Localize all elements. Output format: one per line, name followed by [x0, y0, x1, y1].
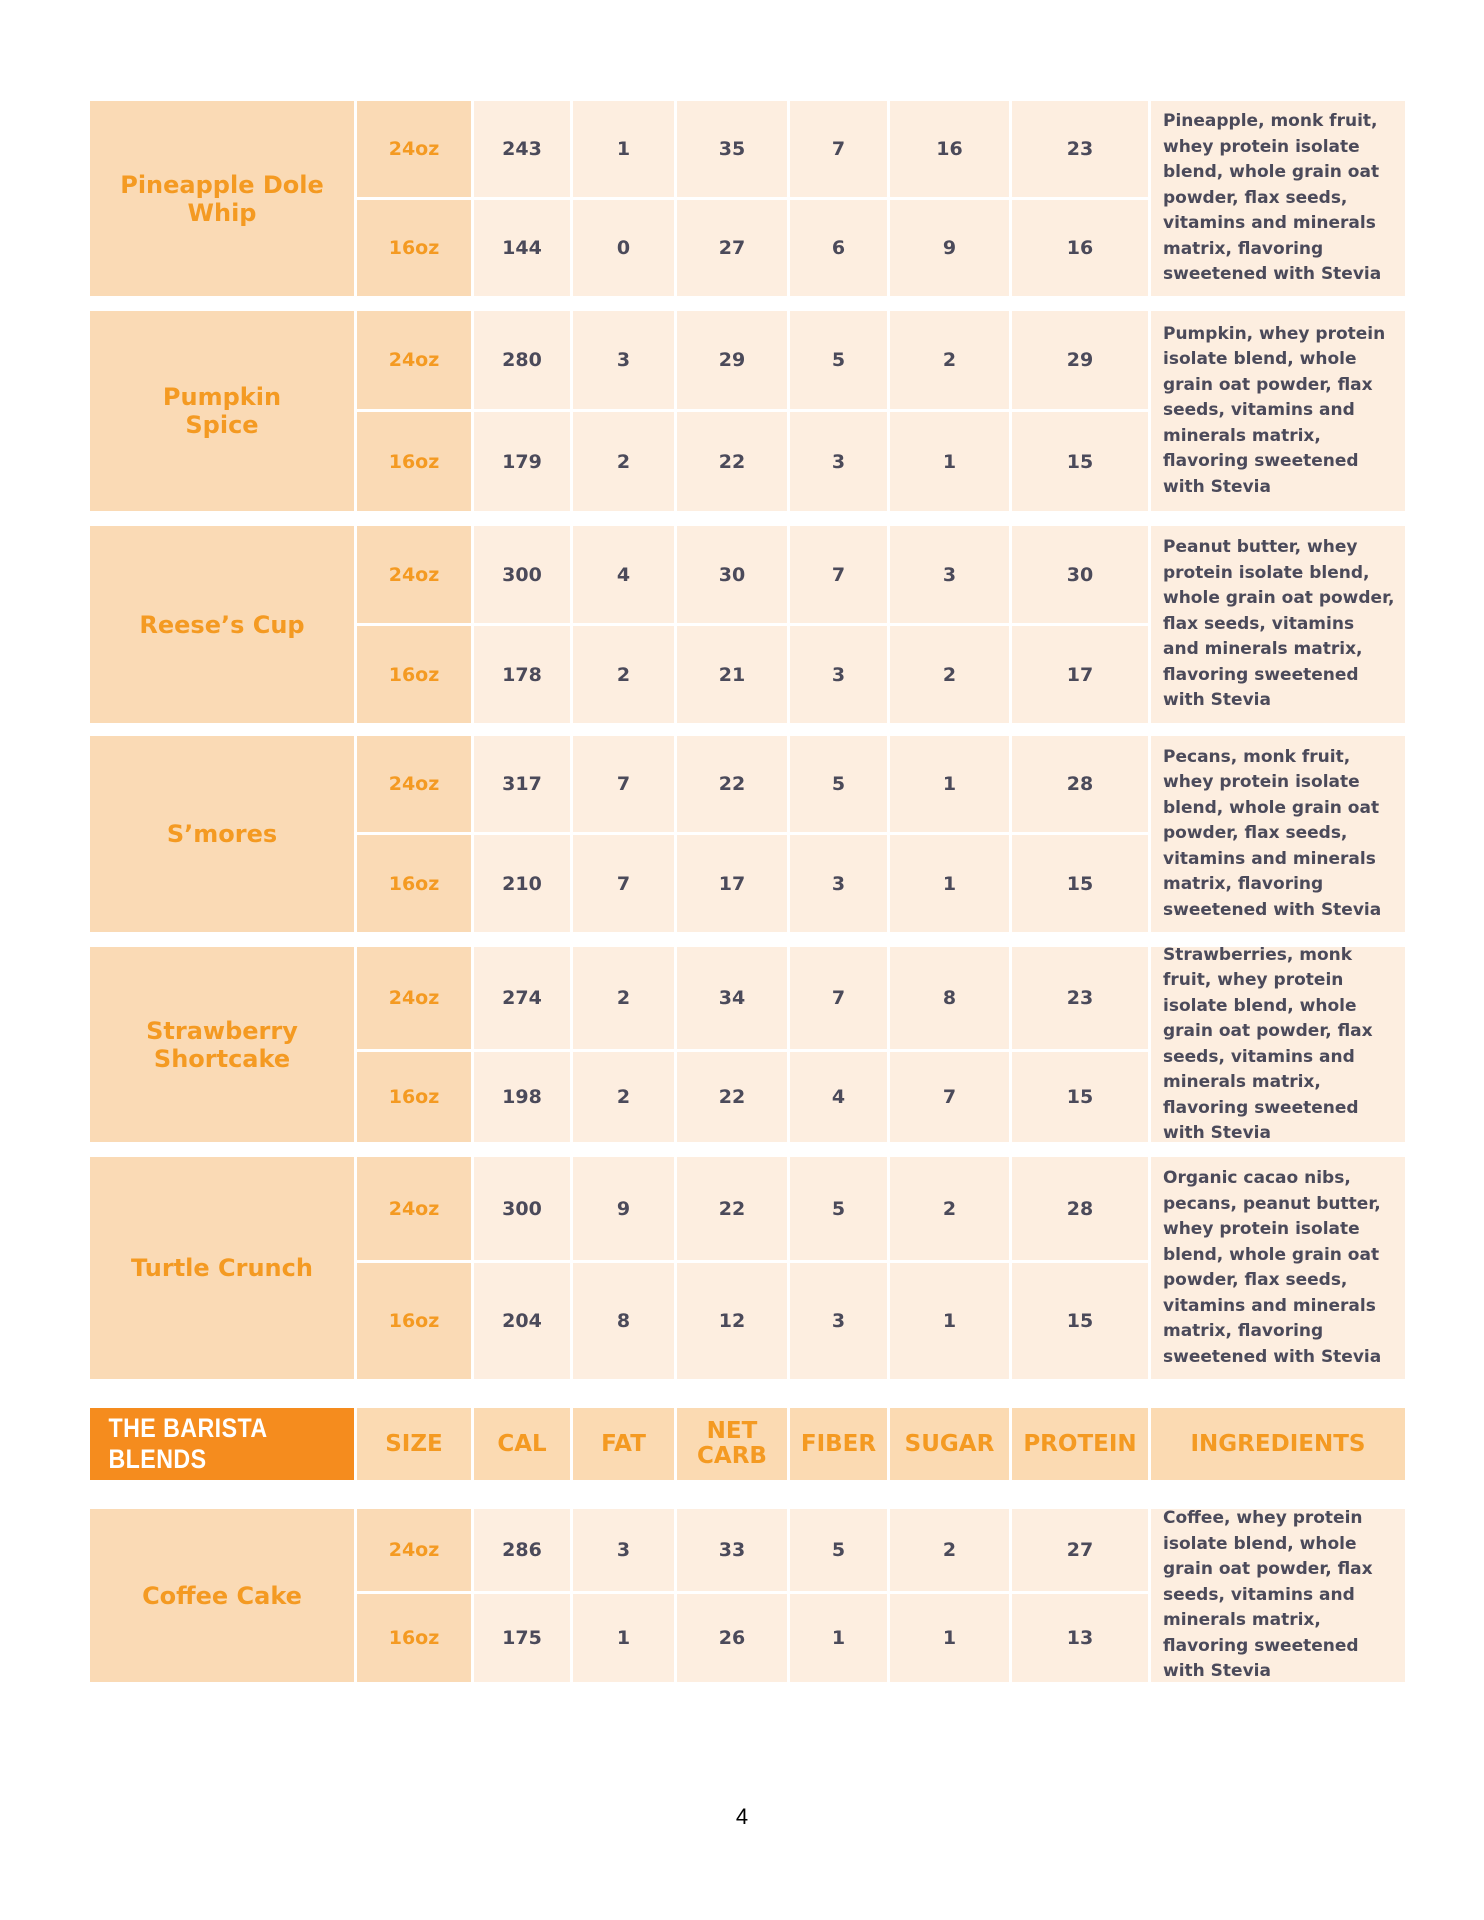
size-cell: 16oz — [357, 412, 471, 511]
column-header-sugar: SUGAR — [890, 1408, 1009, 1480]
fat-cell: 1 — [573, 1594, 674, 1682]
protein-cell: 30 — [1012, 526, 1148, 623]
fat-cell: 7 — [573, 835, 674, 932]
product-name: Coffee Cake — [90, 1509, 354, 1682]
product-name: Pineapple Dole Whip — [90, 101, 354, 296]
net-carb-cell: 33 — [677, 1509, 787, 1591]
fat-cell: 2 — [573, 1052, 674, 1142]
protein-cell: 13 — [1012, 1594, 1148, 1682]
protein-cell: 16 — [1012, 200, 1148, 296]
net-carb-cell: 22 — [677, 1157, 787, 1260]
fiber-cell: 7 — [790, 101, 887, 197]
net-carb-cell: 21 — [677, 626, 787, 723]
page-number: 4 — [735, 1804, 749, 1829]
protein-cell: 23 — [1012, 101, 1148, 197]
size-cell: 24oz — [357, 1509, 471, 1591]
fiber-cell: 1 — [790, 1594, 887, 1682]
section-title: THE BARISTA BLENDS — [108, 1413, 335, 1475]
protein-cell: 28 — [1012, 1157, 1148, 1260]
fat-cell: 7 — [573, 736, 674, 832]
size-cell: 16oz — [357, 1052, 471, 1142]
sugar-cell: 1 — [890, 412, 1009, 511]
size-cell: 24oz — [357, 1157, 471, 1260]
fiber-cell: 7 — [790, 947, 887, 1049]
sugar-cell: 8 — [890, 947, 1009, 1049]
cal-cell: 198 — [474, 1052, 570, 1142]
ingredients-cell: Peanut butter, whey protein isolate blend, whole grain oat powder, flax seeds, vitamins and minerals matrix, flavoring sweetened with Stevia — [1151, 526, 1405, 723]
column-header-ingredients: INGREDIENTS — [1151, 1408, 1405, 1480]
sugar-cell: 16 — [890, 101, 1009, 197]
fat-cell: 3 — [573, 311, 674, 409]
product-name: S’mores — [90, 736, 354, 932]
product-name: Pumpkin Spice — [90, 311, 354, 511]
ingredients-cell: Pumpkin, whey protein isolate blend, whole grain oat powder, flax seeds, vitamins and minerals matrix, flavoring sweetened with Stevia — [1151, 311, 1405, 511]
size-cell: 16oz — [357, 835, 471, 932]
size-cell: 16oz — [357, 1263, 471, 1379]
sugar-cell: 1 — [890, 1263, 1009, 1379]
sugar-cell: 2 — [890, 1509, 1009, 1591]
protein-cell: 23 — [1012, 947, 1148, 1049]
product-block-pineapple-dole-whip — [90, 101, 1400, 296]
sugar-cell: 7 — [890, 1052, 1009, 1142]
product-block-strawberry-shortcake — [90, 944, 1400, 1143]
section-header-barista-blends — [90, 1408, 1400, 1480]
net-carb-cell: 29 — [677, 311, 787, 409]
sugar-cell: 3 — [890, 526, 1009, 623]
size-cell: 24oz — [357, 101, 471, 197]
net-carb-cell: 30 — [677, 526, 787, 623]
net-carb-cell: 35 — [677, 101, 787, 197]
size-cell: 16oz — [357, 200, 471, 296]
cal-cell: 210 — [474, 835, 570, 932]
ingredients-cell: Pecans, monk fruit, whey protein isolate blend, whole grain oat powder, flax seeds, vitamins and minerals matrix, flavoring sweetened with Stevia — [1151, 736, 1405, 932]
net-carb-cell: 34 — [677, 947, 787, 1049]
sugar-cell: 9 — [890, 200, 1009, 296]
fat-cell: 9 — [573, 1157, 674, 1260]
size-cell: 24oz — [357, 311, 471, 409]
cal-cell: 300 — [474, 526, 570, 623]
fiber-cell: 5 — [790, 311, 887, 409]
fiber-cell: 6 — [790, 200, 887, 296]
cal-cell: 179 — [474, 412, 570, 511]
cal-cell: 243 — [474, 101, 570, 197]
fat-cell: 8 — [573, 1263, 674, 1379]
protein-cell: 15 — [1012, 1052, 1148, 1142]
column-header-fiber: FIBER — [790, 1408, 887, 1480]
size-cell: 16oz — [357, 626, 471, 723]
net-carb-cell: 22 — [677, 1052, 787, 1142]
fat-cell: 3 — [573, 1509, 674, 1591]
product-block-pumpkin-spice — [90, 311, 1400, 511]
fat-cell: 1 — [573, 101, 674, 197]
product-name: Strawberry Shortcake — [90, 947, 354, 1142]
ingredients-cell: Pineapple, monk fruit, whey protein isolate blend, whole grain oat powder, flax seeds, vitamins and minerals matrix, flavoring sweetened with Stevia — [1151, 101, 1405, 296]
fiber-cell: 5 — [790, 1509, 887, 1591]
fiber-cell: 3 — [790, 835, 887, 932]
fiber-cell: 7 — [790, 526, 887, 623]
size-cell: 24oz — [357, 947, 471, 1049]
fiber-cell: 3 — [790, 412, 887, 511]
product-name: Reese’s Cup — [90, 526, 354, 723]
fiber-cell: 3 — [790, 626, 887, 723]
cal-cell: 274 — [474, 947, 570, 1049]
fiber-cell: 5 — [790, 1157, 887, 1260]
column-header-fat: FAT — [573, 1408, 674, 1480]
cal-cell: 175 — [474, 1594, 570, 1682]
protein-cell: 29 — [1012, 311, 1148, 409]
column-header-net-carb: NET CARB — [677, 1408, 787, 1480]
protein-cell: 15 — [1012, 412, 1148, 511]
column-header-size: SIZE — [357, 1408, 471, 1480]
fat-cell: 0 — [573, 200, 674, 296]
fat-cell: 2 — [573, 947, 674, 1049]
column-header-protein: PROTEIN — [1012, 1408, 1148, 1480]
section-title-cell — [90, 1408, 354, 1480]
net-carb-cell: 22 — [677, 412, 787, 511]
protein-cell: 27 — [1012, 1509, 1148, 1591]
fiber-cell: 4 — [790, 1052, 887, 1142]
size-cell: 24oz — [357, 736, 471, 832]
size-cell: 16oz — [357, 1594, 471, 1682]
net-carb-cell: 27 — [677, 200, 787, 296]
cal-cell: 144 — [474, 200, 570, 296]
ingredients-cell: Organic cacao nibs, pecans, peanut butter, whey protein isolate blend, whole grain oat powder, flax seeds, vitamins and minerals matrix, flavoring sweetened with Stevia — [1151, 1157, 1405, 1379]
protein-cell: 28 — [1012, 736, 1148, 832]
fat-cell: 2 — [573, 412, 674, 511]
protein-cell: 15 — [1012, 1263, 1148, 1379]
cal-cell: 300 — [474, 1157, 570, 1260]
cal-cell: 317 — [474, 736, 570, 832]
cal-cell: 286 — [474, 1509, 570, 1591]
product-block-reeses-cup — [90, 526, 1400, 723]
fiber-cell: 5 — [790, 736, 887, 832]
ingredients-cell: Strawberries, monk fruit, whey protein isolate blend, whole grain oat powder, flax seeds, vitamins and minerals matrix, flavoring sweetened with Stevia — [1151, 947, 1405, 1142]
cal-cell: 178 — [474, 626, 570, 723]
net-carb-cell: 26 — [677, 1594, 787, 1682]
column-header-cal: CAL — [474, 1408, 570, 1480]
ingredients-cell: Coffee, whey protein isolate blend, whole grain oat powder, flax seeds, vitamins and minerals matrix, flavoring sweetened with Stevia — [1151, 1509, 1405, 1682]
cal-cell: 204 — [474, 1263, 570, 1379]
product-block-turtle-crunch — [90, 1157, 1400, 1379]
sugar-cell: 2 — [890, 1157, 1009, 1260]
net-carb-cell: 17 — [677, 835, 787, 932]
sugar-cell: 1 — [890, 736, 1009, 832]
cal-cell: 280 — [474, 311, 570, 409]
fat-cell: 2 — [573, 626, 674, 723]
protein-cell: 17 — [1012, 626, 1148, 723]
sugar-cell: 1 — [890, 835, 1009, 932]
product-name: Turtle Crunch — [90, 1157, 354, 1379]
product-block-smores — [90, 736, 1400, 932]
net-carb-cell: 22 — [677, 736, 787, 832]
sugar-cell: 2 — [890, 311, 1009, 409]
size-cell: 24oz — [357, 526, 471, 623]
sugar-cell: 2 — [890, 626, 1009, 723]
net-carb-cell: 12 — [677, 1263, 787, 1379]
product-block-coffee-cake — [90, 1509, 1400, 1682]
fat-cell: 4 — [573, 526, 674, 623]
fiber-cell: 3 — [790, 1263, 887, 1379]
protein-cell: 15 — [1012, 835, 1148, 932]
sugar-cell: 1 — [890, 1594, 1009, 1682]
